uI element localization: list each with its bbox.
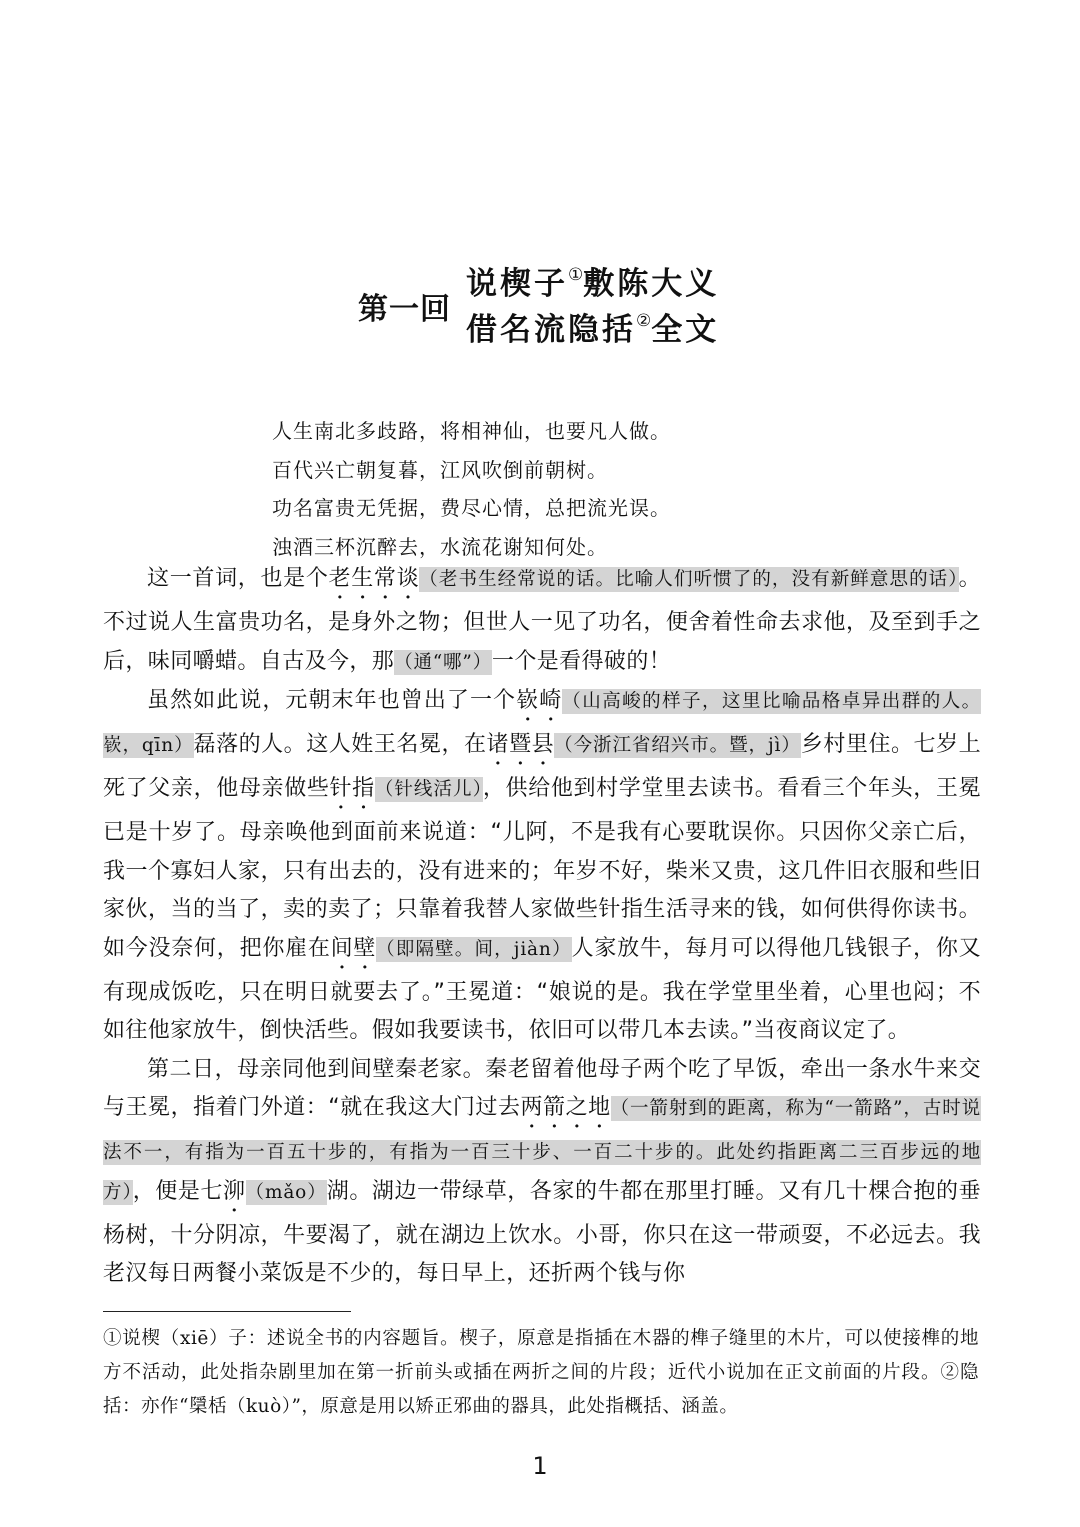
glossed-term: 泖 bbox=[222, 1178, 246, 1204]
inline-annotation: （mǎo） bbox=[245, 1181, 327, 1203]
footnote-ref-1: ① bbox=[568, 265, 584, 285]
text-run: 磊落的人。这人姓王名冕，在 bbox=[193, 732, 487, 757]
glossed-term: 两箭之地 bbox=[520, 1095, 611, 1120]
chapter-number: 第一回 bbox=[358, 292, 451, 327]
footnote-ref-2: ② bbox=[636, 311, 652, 331]
paragraph-2 bbox=[103, 682, 981, 1051]
text-run: 。不过说人生富贵功名，是身外之物；但世人一见了功名，便舍着性命去求他，及至到手之后，味同嚼蜡。自古及今，那 bbox=[103, 566, 981, 674]
text-run: 这一首词，也是个 bbox=[147, 566, 329, 591]
chapter-title-line-1 bbox=[466, 258, 719, 303]
glossed-term: 针指 bbox=[329, 776, 375, 801]
title-2-text: 借名流隐括 bbox=[466, 312, 636, 348]
opening-poem bbox=[272, 412, 671, 566]
page-number: 1 bbox=[532, 1452, 548, 1480]
inline-annotation: （山高峻的样子，这里比喻品格卓异出群的人。嵚，qīn） bbox=[103, 691, 981, 756]
glossed-term: 嵚崎 bbox=[516, 688, 563, 713]
footnotes: ①说楔（xiē）子：述说全书的内容题旨。楔子，原意是指插在木器的榫子缝里的木片，可以使接榫的地方不活动，此处指杂剧里加在第一折前头或插在两折之间的片段；近代小说加在正文前面的片段。②隐括：亦作“檃栝（kuò）”，原意是用以矫正邪曲的器具，此处指概括、涵盖。 bbox=[103, 1328, 979, 1417]
title-1-text: 说楔子 bbox=[466, 266, 568, 302]
inline-annotation: （即隔壁。间，jiàn） bbox=[376, 938, 572, 960]
main-text bbox=[103, 560, 981, 1294]
text-run: ，供给他到村学堂里去读书。看看三个年头，王冕已是十岁了。母亲唤他到面前来说道：“儿阿，不是我有心要耽误你。只因你父亲亡后，我一个寡妇人家，只有出去的，没有进来的；年岁不好，柴米又贵，这几件旧衣服和些旧家伙，当的当了，卖的卖了；只靠着我替人家做些针指生活寻来的钱，如何供得你读书。如今没奈何，把你雇在 bbox=[103, 776, 981, 961]
inline-annotation: （一箭射到的距离，称为“一箭路”，古时说法不一，有指为一百五十步的，有指为一百三十步、一百二十步的。此处约指距离二三百步远的地方） bbox=[103, 1098, 982, 1203]
glossed-term: 老生常谈 bbox=[328, 566, 420, 591]
text-run: 湖。湖边一带绿草，各家的牛都在那里打睡。又有几十棵合抱的垂杨树，十分阴凉，牛要渴了，就在湖边上饮水。小哥，你只在这一带顽耍，不必远去。我老汉每日两餐小菜饭是不少的，每日早上，还折两个钱与你 bbox=[103, 1178, 981, 1286]
poem-line: 百代兴亡朝复暮，江风吹倒前朝树。 bbox=[272, 457, 608, 482]
chapter-heading bbox=[358, 258, 778, 348]
text-run: 第二日，母亲同他到间壁秦老家。秦老留着他母子两个吃了早饭，牵出一条水牛来交与王冕，指着门外道：“就在我这大门过去 bbox=[103, 1056, 981, 1120]
poem-line: 功名富贵无凭据，费尽心情，总把流光误。 bbox=[272, 496, 671, 520]
text-run: 人家放牛，每月可以得他几钱银子，你又有现成饭吃，只在明日就要去了。”王冕道：“娘说的是。我在学堂里坐着，心里也闷；不如往他家放牛，倒快活些。假如我要读书，依旧可以带几本去读。”当夜商议定了。 bbox=[103, 935, 981, 1043]
title-2-rest: 全文 bbox=[651, 312, 720, 348]
text-run: 乡村里住。七岁上死了父亲，他母亲做些 bbox=[103, 732, 982, 801]
paragraph-3 bbox=[103, 1051, 981, 1294]
title-1-rest: 敷陈大义 bbox=[583, 266, 720, 302]
glossed-term: 间壁 bbox=[330, 935, 377, 961]
footnote-divider bbox=[103, 1311, 351, 1312]
inline-annotation: （通“哪”） bbox=[394, 651, 492, 673]
poem-line: 人生南北多歧路，将相神仙，也要凡人做。 bbox=[272, 419, 671, 443]
chapter-title-line-2 bbox=[466, 304, 719, 349]
inline-annotation: （针线活儿） bbox=[374, 779, 483, 800]
poem-line: 浊酒三杯沉醉去，水流花谢知何处。 bbox=[272, 534, 608, 559]
text-run: 虽然如此说，元朝末年也曾出了一个 bbox=[147, 688, 517, 713]
text-run: ，便是七 bbox=[132, 1178, 223, 1204]
inline-annotation: （老书生经常说的话。比喻人们听惯了的，没有新鲜意思的话） bbox=[419, 569, 959, 590]
glossed-term: 诸暨县 bbox=[486, 732, 555, 757]
paragraph-1 bbox=[103, 560, 981, 682]
inline-annotation: （今浙江省绍兴市。暨，jì） bbox=[554, 735, 801, 756]
text-run: 一个是看得破的！ bbox=[491, 648, 672, 674]
